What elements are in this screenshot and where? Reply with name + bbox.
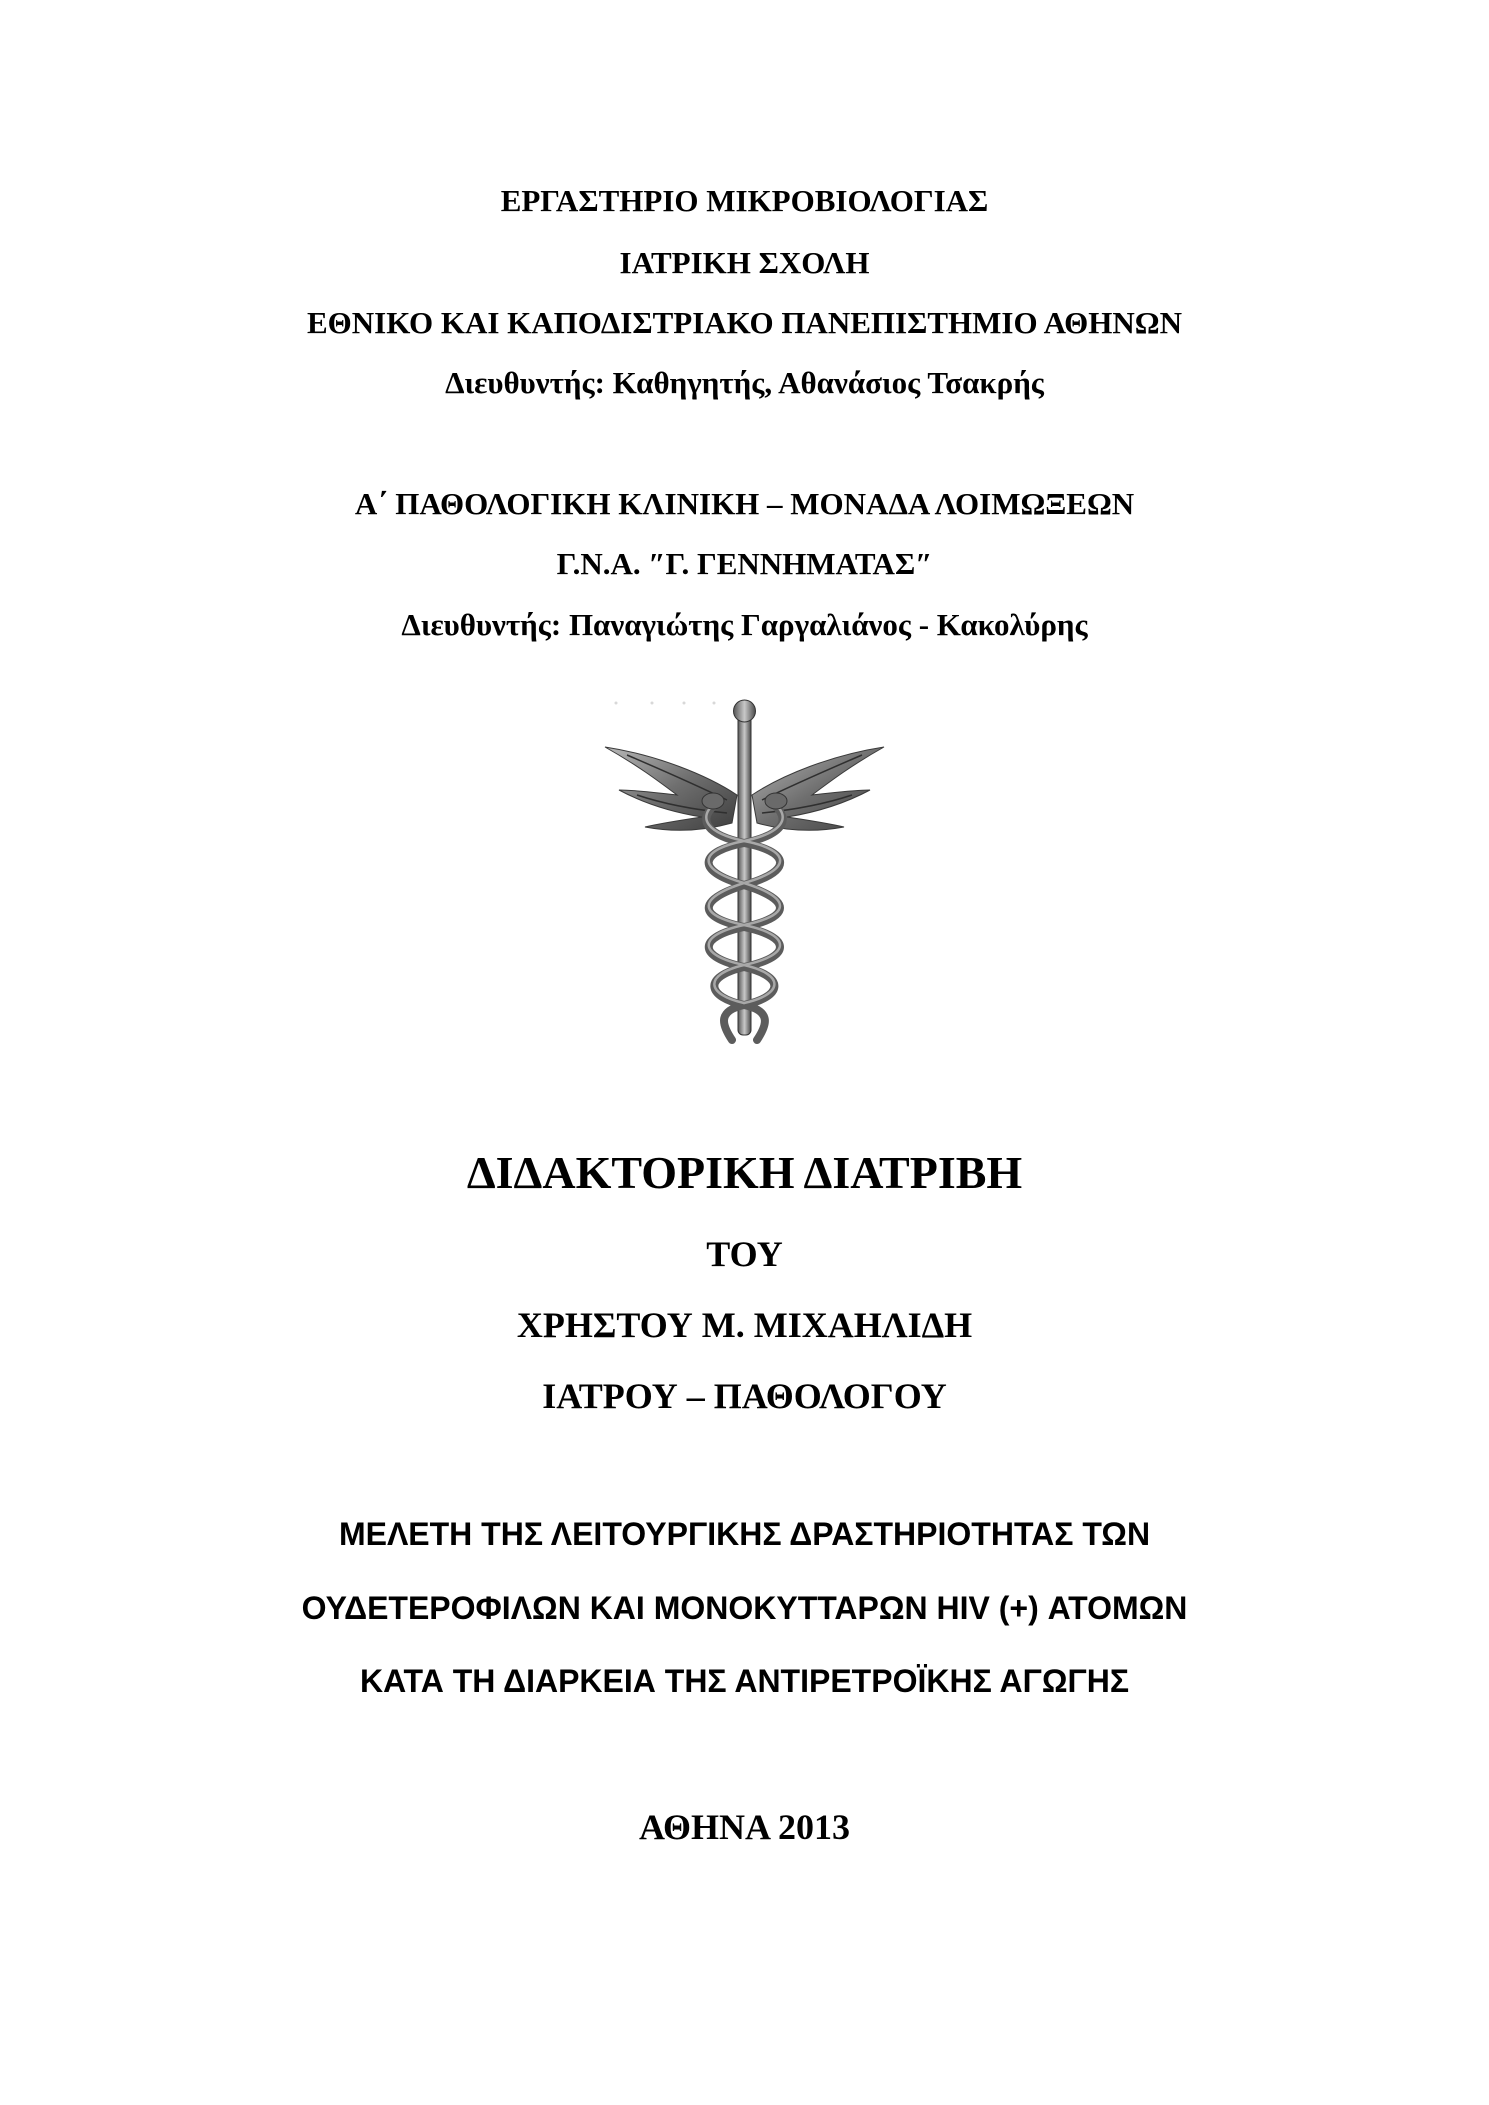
subject-line-3: ΚΑΤΑ ΤΗ ΔΙΑΡΚΕΙΑ ΤΗΣ ΑΝΤΙΡΕΤΡΟΪΚΗΣ ΑΓΩΓΗΣ [359, 1663, 1130, 1699]
subject-line-1: ΜΕΛΕΤΗ ΤΗΣ ΛΕΙΤΟΥΡΓΙΚΗΣ ΔΡΑΣΤΗΡΙΟΤΗΤΑΣ ΤΩΝ [338, 1516, 1151, 1552]
clinic-director: Διευθυντής: Παναγιώτης Γαργαλιάνος - Κακολύρης [401, 607, 1088, 642]
thesis-title: ΔΙΔΑΚΤΟΡΙΚΗ ΔΙΑΤΡΙΒΗ [466, 1147, 1023, 1198]
author-name: ΧΡΗΣΤΟΥ Μ. ΜΙΧΑΗΛΙΔΗ [516, 1305, 973, 1345]
hospital-name: Γ.Ν.Α. ″Γ. ΓΕΝΝΗΜΑΤΑΣ″ [556, 546, 933, 581]
caduceus-icon [597, 695, 892, 1055]
lab-name: ΕΡΓΑΣΤΗΡΙΟ ΜΙΚΡΟΒΙΟΛΟΓΙΑΣ [500, 183, 989, 218]
place-year: ΑΘΗΝΑ 2013 [639, 1807, 850, 1847]
clinic-name: Α΄ ΠΑΘΟΛΟΓΙΚΗ ΚΛΙΝΙΚΗ – ΜΟΝΑΔΑ ΛΟΙΜΩΞΕΩΝ [354, 486, 1135, 521]
author-role: ΙΑΤΡΟΥ – ΠΑΘΟΛΟΓΟΥ [542, 1376, 947, 1416]
lab-director: Διευθυντής: Καθηγητής, Αθανάσιος Τσακρής [445, 365, 1044, 400]
thesis-of: ΤΟΥ [706, 1234, 783, 1274]
school-name: ΙΑΤΡΙΚΗ ΣΧΟΛΗ [619, 245, 870, 280]
university-name: ΕΘΝΙΚΟ ΚΑΙ ΚΑΠΟΔΙΣΤΡΙΑΚΟ ΠΑΝΕΠΙΣΤΗΜΙΟ ΑΘΗΝΩΝ [306, 305, 1183, 340]
subject-line-2: ΟΥΔΕΤΕΡΟΦΙΛΩΝ ΚΑΙ ΜΟΝΟΚΥΤΤΑΡΩΝ HIV (+) ΑΤΟΜΩΝ [301, 1590, 1188, 1626]
